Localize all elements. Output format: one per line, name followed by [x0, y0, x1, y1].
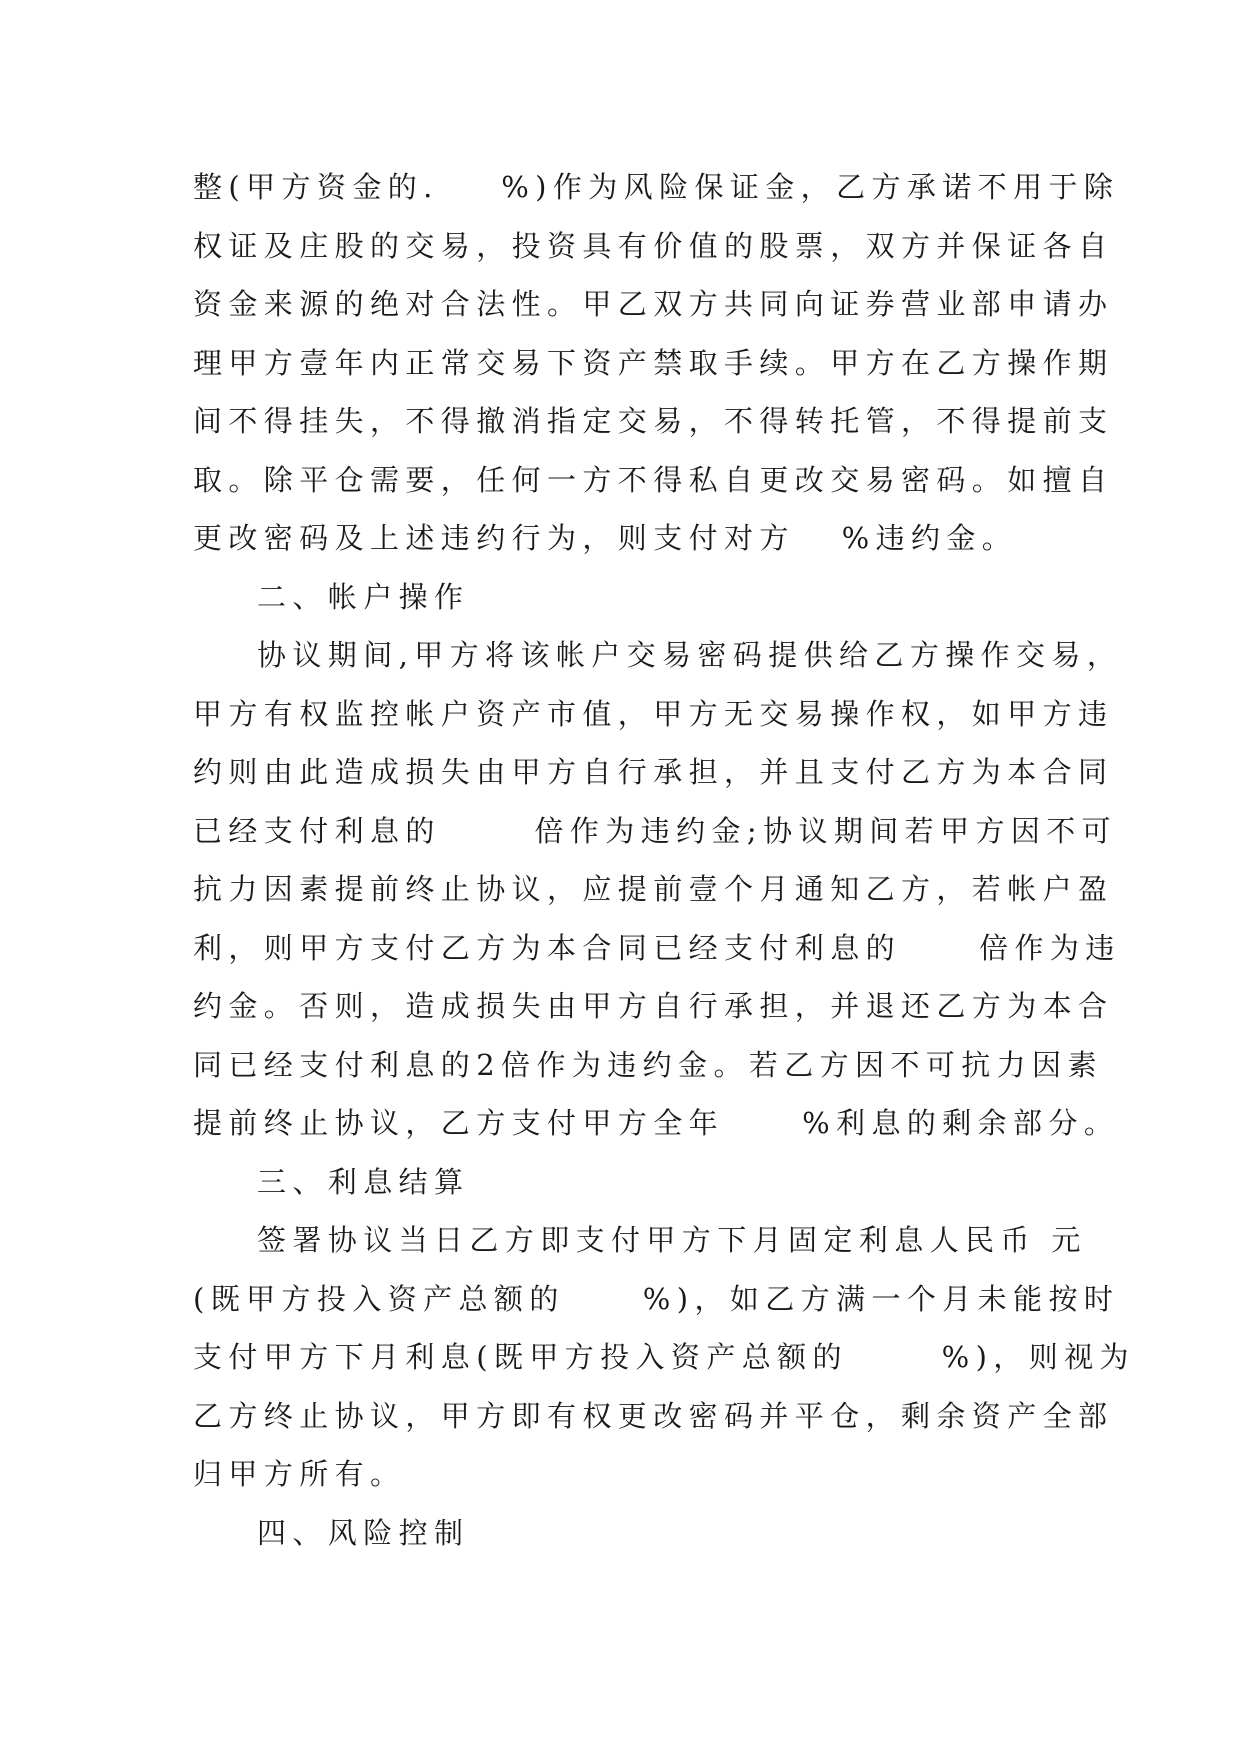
- paragraph-line: 整(甲方资金的. %)作为风险保证金，乙方承诺不用于除: [193, 170, 1120, 204]
- paragraph-line: 取。除平仓需要，任何一方不得私自更改交易密码。如擅自: [193, 462, 1114, 497]
- paragraph-line: 已经支付利息的 倍作为违约金;协议期间若甲方因不可: [193, 813, 1118, 848]
- paragraph-line: 归甲方所有。: [193, 1457, 406, 1491]
- paragraph-line: 抗力因素提前终止协议，应提前壹个月通知乙方，若帐户盈: [193, 872, 1114, 906]
- paragraph-line: 甲方有权监控帐户资产市值，甲方无交易操作权，如甲方违: [193, 696, 1114, 731]
- paragraph-line: 间不得挂失，不得撤消指定交易，不得转托管，不得提前支: [193, 404, 1114, 438]
- paragraph-line: 权证及庄股的交易，投资具有价值的股票，双方并保证各自: [193, 228, 1114, 263]
- paragraph-line: 同已经支付利息的2倍作为违约金。若乙方因不可抗力因素: [193, 1047, 1103, 1082]
- paragraph-line: 提前终止协议，乙方支付甲方全年 %利息的剩余部分。: [193, 1106, 1120, 1140]
- paragraph-line: 约则由此造成损失由甲方自行承担，并且支付乙方为本合同: [193, 755, 1114, 789]
- paragraph-line: 理甲方壹年内正常交易下资产禁取手续。甲方在乙方操作期: [193, 345, 1114, 380]
- paragraph-line: (既甲方投入资产总额的 %)，如乙方满一个月未能按时: [193, 1281, 1120, 1316]
- paragraph-line: 利，则甲方支付乙方为本合同已经支付利息的 倍作为违: [193, 930, 1121, 965]
- paragraph-line: 协议期间,甲方将该帐户交易密码提供给乙方操作交易，: [257, 638, 1123, 672]
- paragraph-line: 乙方终止协议，甲方即有权更改密码并平仓，剩余资产全部: [193, 1398, 1114, 1433]
- paragraph-line: 资金来源的绝对合法性。甲乙双方共同向证券营业部申请办: [193, 287, 1114, 321]
- section-heading: 三、利息结算: [257, 1164, 470, 1199]
- paragraph-line: 更改密码及上述违约行为，则支付对方 %违约金。: [193, 521, 1018, 555]
- paragraph-line: 约金。否则，造成损失由甲方自行承担，并退还乙方为本合: [193, 989, 1114, 1023]
- document-body: [193, 158, 1135, 1562]
- section-heading: 二、帐户操作: [257, 579, 470, 614]
- section-heading: 四、风险控制: [257, 1515, 470, 1550]
- paragraph-line: 签署协议当日乙方即支付甲方下月固定利息人民币 元: [257, 1223, 1087, 1257]
- paragraph-line: 支付甲方下月利息(既甲方投入资产总额的 %)，则视为: [193, 1340, 1135, 1374]
